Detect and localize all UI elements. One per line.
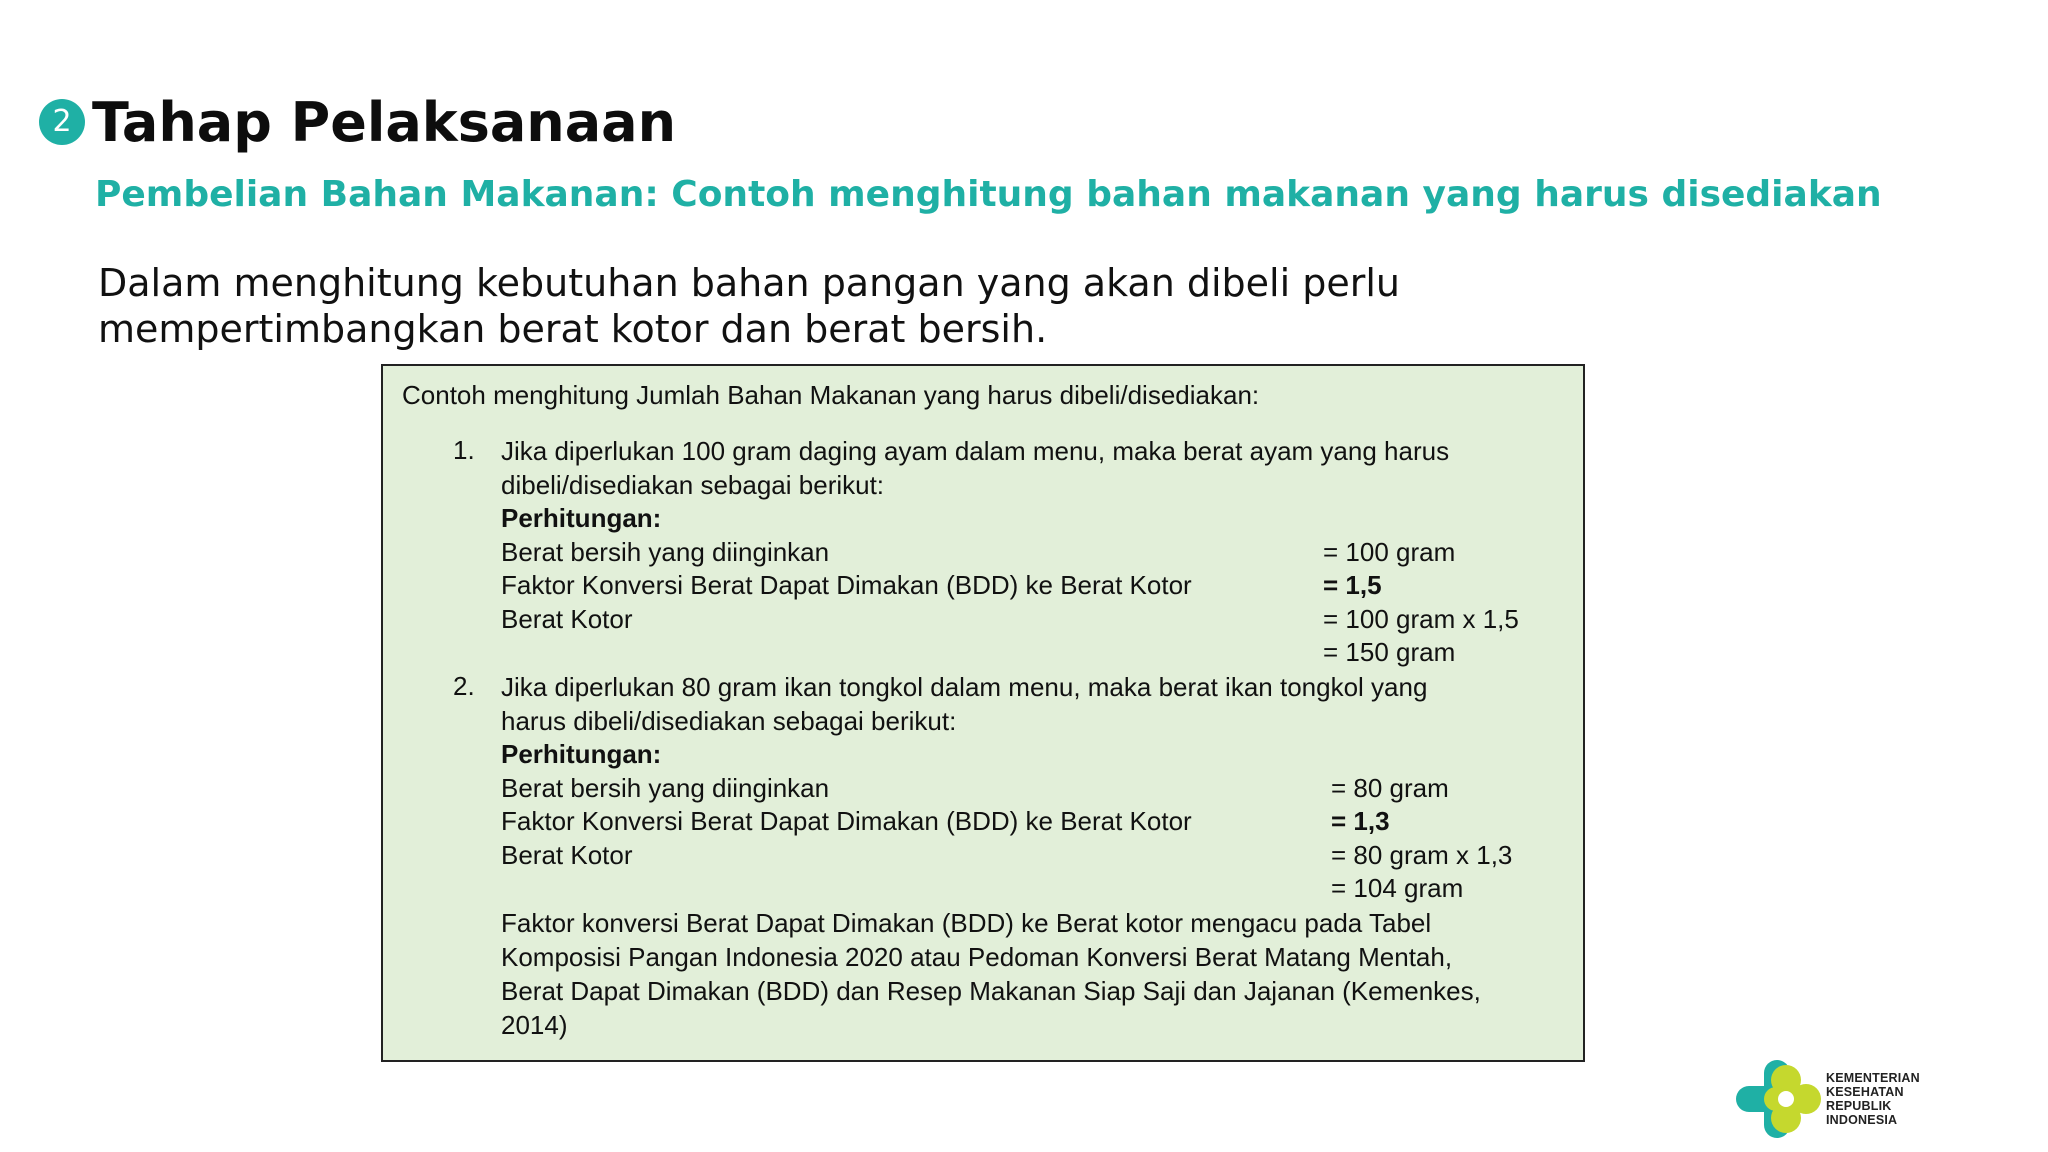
calc-row-label: Berat bersih yang diinginkan <box>501 772 830 803</box>
calc-row-value: = 1,3 <box>1331 806 1390 836</box>
logo-text-line: KESEHATAN <box>1826 1085 1904 1099</box>
intro-line-2: mempertimbangkan berat kotor dan berat bersih. <box>98 307 1048 351</box>
note-line: 2014) <box>501 1010 568 1040</box>
item-text <box>501 671 1551 906</box>
item-description-line-1: Jika diperlukan 80 gram ikan tongkol dalam menu, maka berat ikan tongkol yang <box>501 672 1428 702</box>
calc-row-label: Faktor Konversi Berat Dapat Dimakan (BDD) ke Berat Kotor <box>501 806 1192 836</box>
logo-wordmark <box>1826 1071 1920 1127</box>
intro-paragraph <box>98 260 1598 352</box>
calc-row-value: = 100 gram x 1,5 <box>1323 603 1519 634</box>
calc-row-label: Faktor Konversi Berat Dapat Dimakan (BDD) ke Berat Kotor <box>501 570 1192 600</box>
reference-note <box>501 906 1561 1042</box>
calc-row-gross-weight <box>501 603 1551 637</box>
logo-text-line: INDONESIA <box>1826 1113 1898 1127</box>
calc-label: Perhitungan: <box>501 739 662 769</box>
item-text <box>501 435 1551 670</box>
logo-text-line: REPUBLIK <box>1826 1099 1892 1113</box>
calc-row-label: Berat bersih yang diinginkan <box>501 536 830 567</box>
calc-row-net-weight <box>501 536 1551 570</box>
item-number: 1. <box>453 435 475 465</box>
example-box <box>381 364 1585 1062</box>
logo-text-line: KEMENTERIAN <box>1826 1071 1920 1085</box>
item-description-line-2: harus dibeli/disediakan sebagai berikut: <box>501 705 957 736</box>
note-line: Faktor konversi Berat Dapat Dimakan (BDD) ke Berat kotor mengacu pada Tabel <box>501 908 1432 938</box>
item-description-line-2: dibeli/disediakan sebagai berikut: <box>501 469 885 500</box>
calc-row-conversion-factor <box>501 805 1551 839</box>
calc-row-result <box>501 636 1551 670</box>
note-line: Komposisi Pangan Indonesia 2020 atau Pedoman Konversi Berat Matang Mentah, <box>501 942 1453 972</box>
item-number: 2. <box>453 671 475 701</box>
item-description-line-1: Jika diperlukan 100 gram daging ayam dalam menu, maka berat ayam yang harus <box>501 436 1450 466</box>
calc-row-label: Berat Kotor <box>501 839 633 870</box>
page-title: Tahap Pelaksanaan <box>92 91 677 154</box>
calc-row-gross-weight <box>501 839 1551 873</box>
calc-row-value: = 150 gram <box>1323 637 1456 667</box>
calc-row-result <box>501 872 1551 906</box>
calc-row-label: Berat Kotor <box>501 603 633 634</box>
note-line: Berat Dapat Dimakan (BDD) dan Resep Makanan Siap Saji dan Jajanan (Kemenkes, <box>501 976 1481 1006</box>
intro-line-1: Dalam menghitung kebutuhan bahan pangan yang akan dibeli perlu <box>98 261 1401 305</box>
calc-row-value: = 80 gram <box>1331 772 1449 803</box>
calc-row-value: = 104 gram <box>1331 873 1464 903</box>
calc-row-value: = 1,5 <box>1323 570 1382 600</box>
step-number-badge: 2 <box>39 99 85 145</box>
calc-row-net-weight <box>501 772 1551 806</box>
calc-row-value: = 100 gram <box>1323 536 1456 567</box>
page-subtitle: Pembelian Bahan Makanan: Contoh menghitung bahan makanan yang harus disediakan <box>95 174 1882 215</box>
example-box-heading: Contoh menghitung Jumlah Bahan Makanan yang harus dibeli/disediakan: <box>402 380 1260 410</box>
calc-label: Perhitungan: <box>501 503 662 533</box>
calc-row-value: = 80 gram x 1,3 <box>1331 839 1513 870</box>
calc-row-conversion-factor <box>501 569 1551 603</box>
